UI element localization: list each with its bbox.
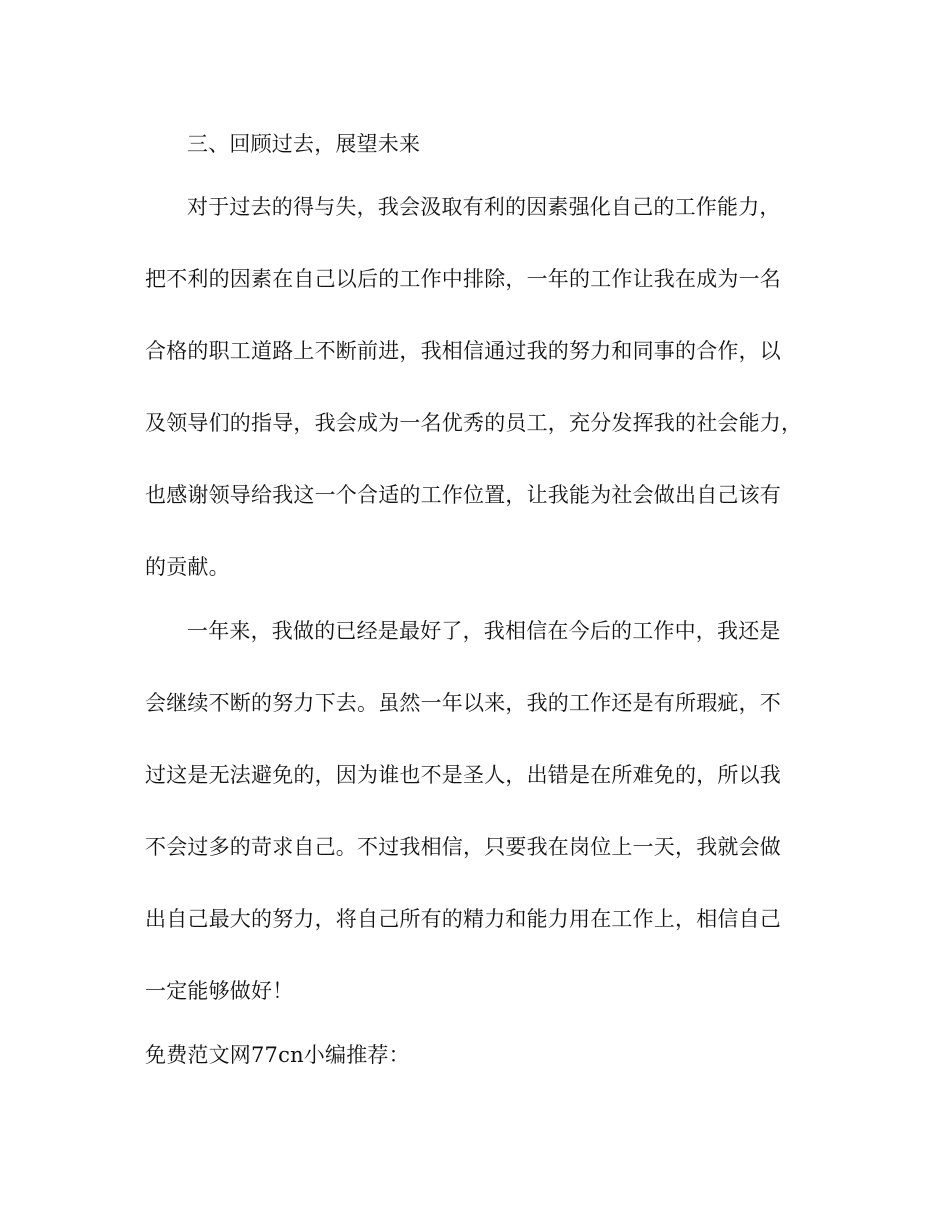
paragraph1-line-6: 的贡献。	[145, 555, 230, 579]
paragraph1-line-1: 对于过去的得与失，我会汲取有利的因素强化自己的工作能力，	[187, 195, 781, 219]
paragraph1-line-3: 合格的职工道路上不断前进，我相信通过我的努力和同事的合作，以	[145, 339, 781, 363]
footer-recommendation: 免费范文网77cn小编推荐：	[145, 1043, 410, 1067]
paragraph2-line-4: 不会过多的苛求自己。不过我相信，只要我在岗位上一天，我就会做	[145, 835, 781, 859]
paragraph1-line-4: 及领导们的指导，我会成为一名优秀的员工，充分发挥我的社会能力，	[145, 411, 803, 435]
paragraph2-line-2: 会继续不断的努力下去。虽然一年以来，我的工作还是有所瑕疵，不	[145, 691, 781, 715]
section-heading: 三、回顾过去，展望未来	[187, 132, 421, 156]
paragraph1-line-2: 把不利的因素在自己以后的工作中排除，一年的工作让我在成为一名	[145, 267, 781, 291]
paragraph2-line-1: 一年来，我做的已经是最好了，我相信在今后的工作中，我还是	[187, 619, 781, 643]
paragraph2-line-3: 过这是无法避免的，因为谁也不是圣人，出错是在所难免的，所以我	[145, 763, 781, 787]
paragraph1-line-5: 也感谢领导给我这一个合适的工作位置，让我能为社会做出自己该有	[145, 483, 781, 507]
paragraph2-line-5: 出自己最大的努力，将自己所有的精力和能力用在工作上，相信自己	[145, 907, 781, 931]
paragraph2-line-6: 一定能够做好！	[145, 979, 294, 1003]
